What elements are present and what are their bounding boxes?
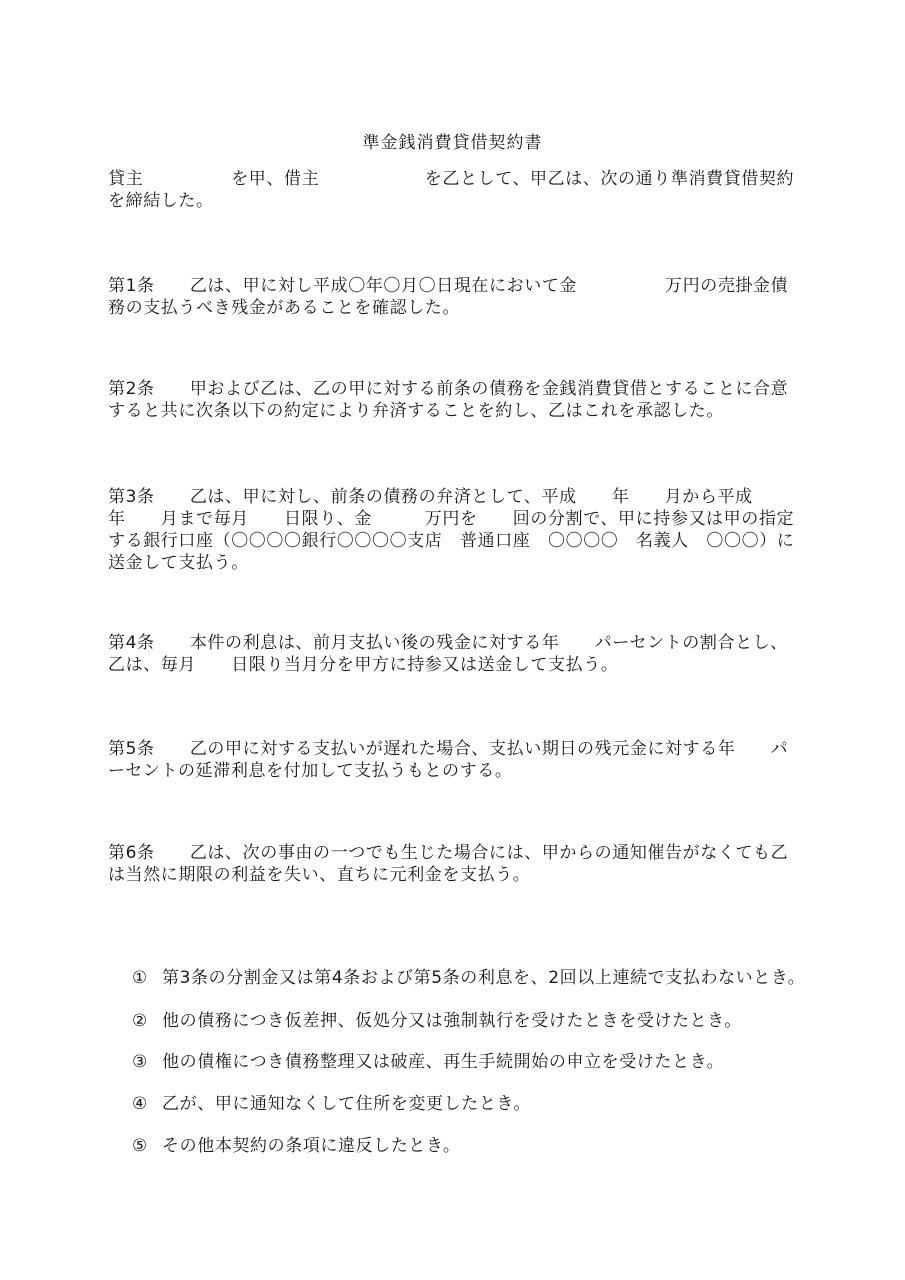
item-text: 第3条の分割金又は第4条および第5条の利息を、2回以上連続で支払わないとき。 xyxy=(162,968,806,988)
item-number: ④ xyxy=(132,1094,148,1114)
item-number: ① xyxy=(132,968,148,988)
item-number: ② xyxy=(132,1011,148,1031)
article-4: 第4条 本件の利息は、前月支払い後の残金に対する年 パーセントの割合とし、乙は、毎月 日限り当月分を甲方に持参又は送金して支払う。 xyxy=(108,633,788,675)
item-number: ⑤ xyxy=(132,1136,148,1156)
document-title: 準金銭消費貸借契約書 xyxy=(362,133,543,153)
article-1: 第1条 乙は、甲に対し平成〇年〇月〇日現在において金 万円の売掛金債務の支払うべき残金があることを確認した。 xyxy=(108,276,789,318)
preamble: 貸主 を甲、借主 を乙として、甲乙は、次の通り準消費貸借契約を締結した。 xyxy=(108,169,795,211)
item-text: 他の債務につき仮差押、仮処分又は強制執行を受けたときを受けたとき。 xyxy=(162,1011,742,1031)
item-text: 他の債権につき債務整理又は破産、再生手続開始の申立を受けたとき。 xyxy=(162,1052,725,1072)
article-6: 第6条 乙は、次の事由の一つでも生じた場合には、甲からの通知催告がなくても乙は当然に期限の利益を失い、直ちに元利金を支払う。 xyxy=(108,843,789,885)
item-text: その他本契約の条項に違反したとき。 xyxy=(162,1136,461,1156)
list-item xyxy=(108,1113,808,1179)
item-text: 乙が、甲に通知なくして住所を変更したとき。 xyxy=(162,1094,531,1114)
article-2: 第2条 甲および乙は、乙の甲に対する前条の債務を金銭消費貸借とすることに合意すると共に次条以下の約定により弁済することを約し、乙はこれを承認した。 xyxy=(108,379,789,421)
item-number: ③ xyxy=(132,1052,148,1072)
article-5: 第5条 乙の甲に対する支払いが遅れた場合、支払い期日の残元金に対する年 パーセントの延滞利息を付加して支払うもとのする。 xyxy=(108,739,789,781)
article-3: 第3条 乙は、甲に対し、前条の債務の弁済として、平成 年 月から平成 年 月まで毎月 日限り、金 万円を 回の分割で、甲に持参又は甲の指定する銀行口座（〇〇〇〇銀行〇〇〇〇支店 普通口座 〇〇〇〇 名義人 〇〇〇）に送金して支払う。 xyxy=(108,487,795,573)
